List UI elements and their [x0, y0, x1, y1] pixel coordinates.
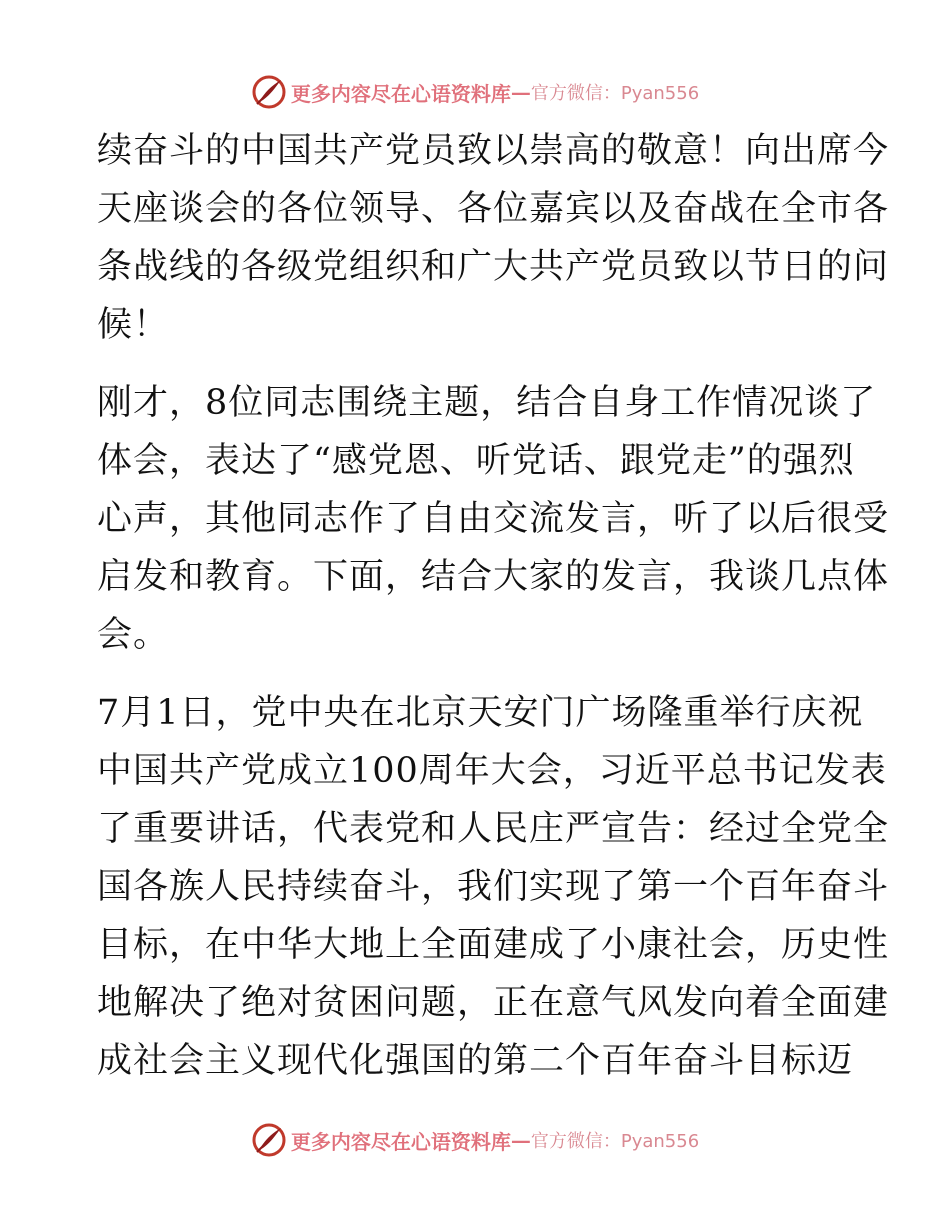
- header-watermark: [0, 72, 950, 112]
- watermark-separator: —: [510, 1128, 531, 1152]
- paragraph-2: [97, 374, 890, 664]
- watermark-text: 更多内容尽在心语资料库: [290, 1129, 511, 1154]
- text-line: 地解决了绝对贫困问题，正在意气风发向着全面建: [97, 983, 890, 1023]
- document-body: [97, 122, 890, 1090]
- text-line: 会。: [97, 615, 170, 655]
- paragraph-3: [97, 684, 890, 1090]
- text-line: 天座谈会的各位领导、各位嘉宾以及奋战在全市各: [97, 189, 890, 229]
- feather-logo-icon: [251, 1122, 287, 1158]
- text-line: 刚才，8位同志围绕主题，结合自身工作情况谈了: [97, 383, 877, 423]
- text-line: 7月1日，党中央在北京天安门广场隆重举行庆祝: [97, 693, 864, 733]
- text-line: 启发和教育。下面，结合大家的发言，我谈几点体: [97, 557, 890, 597]
- text-line: 候！: [97, 305, 170, 345]
- watermark-contact: 官方微信：Pyan556: [530, 83, 700, 104]
- text-line: 条战线的各级党组织和广大共产党员致以节日的问: [97, 247, 890, 287]
- feather-logo-icon: [251, 74, 287, 110]
- text-line: 心声，其他同志作了自由交流发言，听了以后很受: [97, 499, 890, 539]
- text-line: 了重要讲话，代表党和人民庄严宣告：经过全党全: [97, 809, 890, 849]
- text-line: 中国共产党成立100周年大会，习近平总书记发表: [97, 751, 887, 791]
- footer-watermark: [0, 1120, 950, 1160]
- text-line: 目标，在中华大地上全面建成了小康社会，历史性: [97, 925, 890, 965]
- watermark-text: 更多内容尽在心语资料库: [290, 81, 511, 106]
- watermark-contact: 官方微信：Pyan556: [530, 1131, 700, 1152]
- text-line: 续奋斗的中国共产党员致以崇高的敬意！向出席今: [97, 131, 890, 171]
- text-line: 体会，表达了“感党恩、听党话、跟党走”的强烈: [97, 441, 855, 481]
- paragraph-1: [97, 122, 890, 354]
- text-line: 国各族人民持续奋斗，我们实现了第一个百年奋斗: [97, 867, 890, 907]
- text-line: 成社会主义现代化强国的第二个百年奋斗目标迈: [97, 1041, 854, 1081]
- watermark-separator: —: [510, 80, 531, 104]
